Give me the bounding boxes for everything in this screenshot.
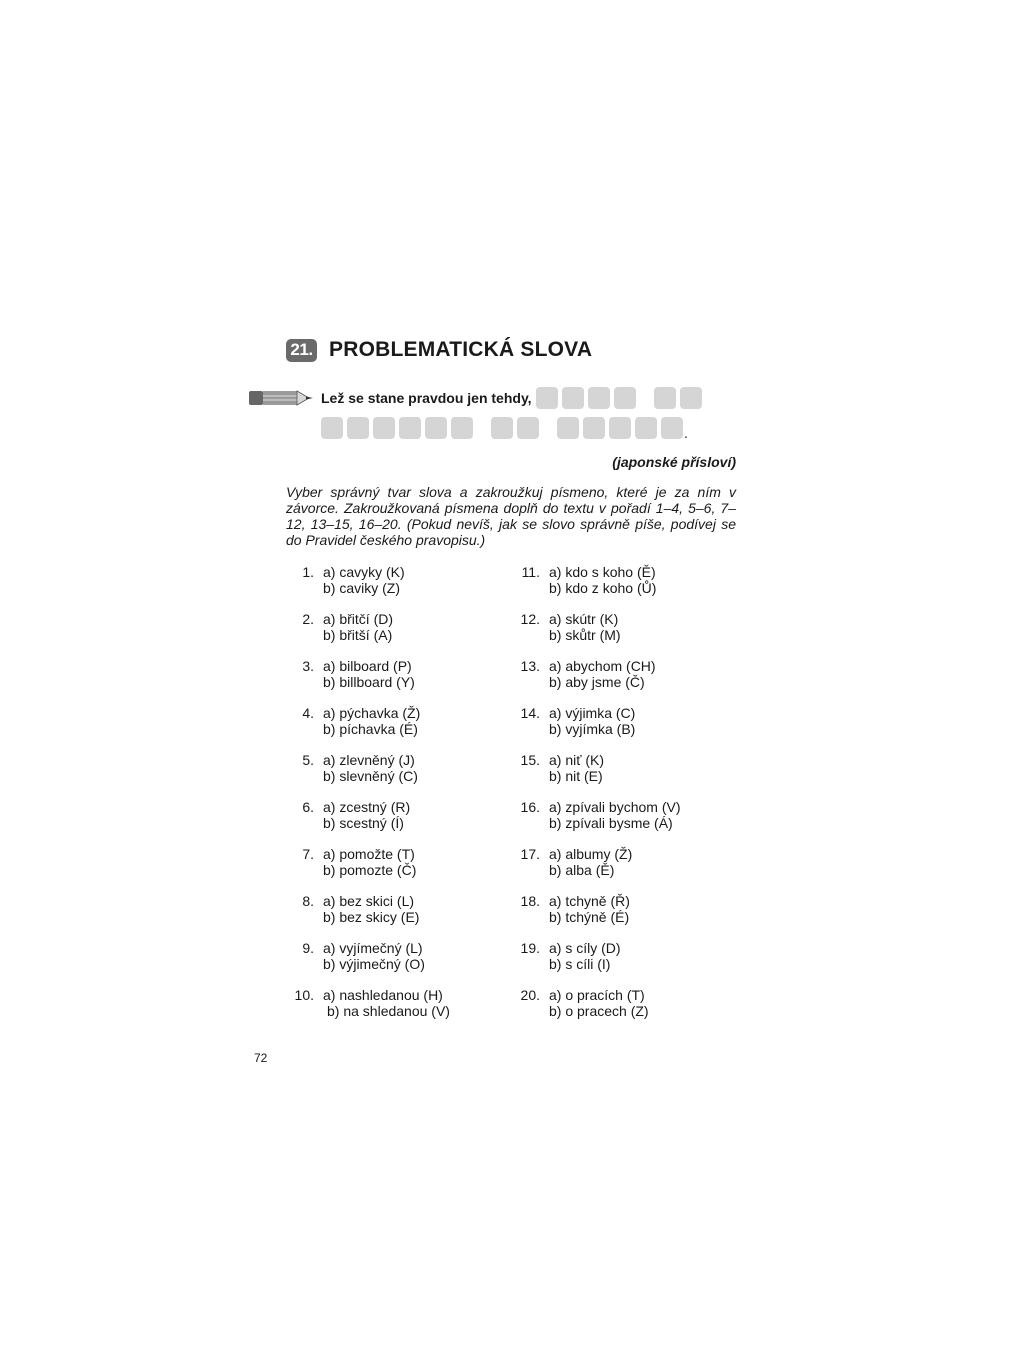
option-b[interactable]: b) břitší (A)	[323, 627, 393, 643]
item-number: 5.	[302, 752, 314, 768]
exercise-item	[284, 752, 450, 799]
letter-box[interactable]	[614, 387, 636, 409]
items-column-left	[284, 564, 450, 1034]
exercise-item	[510, 705, 680, 752]
answer-boxes-line-1	[536, 387, 702, 409]
item-number: 7.	[302, 846, 314, 862]
exercise-title: PROBLEMATICKÁ SLOVA	[329, 338, 593, 361]
option-b[interactable]: b) zpívali bysme (Á)	[549, 815, 673, 831]
letter-box[interactable]	[654, 387, 676, 409]
item-number: 13.	[520, 658, 540, 674]
letter-box[interactable]	[321, 417, 343, 439]
option-b[interactable]: b) caviky (Z)	[323, 580, 400, 596]
letter-box[interactable]	[680, 387, 702, 409]
exercise-instructions: Vyber správný tvar slova a zakroužkuj písmeno, které je za ním v závorce. Zakroužkovaná písmena doplň do textu v pořadí 1–4, 5–6, 7–12, 13–15, 16–20. (Pokud nevíš, jak se slovo správně píše, podívej se do Pravidel českého pravopisu.)	[286, 484, 736, 548]
option-b[interactable]: b) nit (E)	[549, 768, 603, 784]
option-b[interactable]: b) billboard (Y)	[323, 674, 415, 690]
option-b[interactable]: b) bez skicy (E)	[323, 909, 420, 925]
word-gap	[640, 387, 650, 409]
letter-box[interactable]	[399, 417, 421, 439]
item-number: 19.	[520, 940, 540, 956]
option-a[interactable]: a) tchyně (Ř)	[549, 893, 630, 909]
word-gap	[543, 417, 553, 439]
letter-box[interactable]	[661, 417, 683, 439]
letter-box[interactable]	[347, 417, 369, 439]
proverb-line-1	[321, 386, 702, 410]
letter-box[interactable]	[517, 417, 539, 439]
letter-box[interactable]	[583, 417, 605, 439]
option-b[interactable]: b) s cíli (I)	[549, 956, 611, 972]
option-b[interactable]: b) o pracech (Z)	[549, 1003, 649, 1019]
item-number: 4.	[302, 705, 314, 721]
option-a[interactable]: a) břitčí (D)	[323, 611, 393, 627]
exercise-item	[284, 893, 450, 940]
option-a[interactable]: a) zcestný (R)	[323, 799, 411, 815]
option-b[interactable]: b) kdo z koho (Ů)	[549, 580, 657, 596]
option-b[interactable]: b) skůtr (M)	[549, 627, 621, 643]
option-a[interactable]: a) skútr (K)	[549, 611, 619, 627]
option-b[interactable]: b) tchýně (É)	[549, 909, 630, 925]
option-a[interactable]: a) bez skici (L)	[323, 893, 415, 909]
exercise-item	[284, 705, 450, 752]
option-a[interactable]: a) cavyky (K)	[323, 564, 405, 580]
exercise-item	[510, 987, 680, 1034]
proverb-line-2	[321, 416, 688, 440]
option-a[interactable]: a) výjimka (C)	[549, 705, 636, 721]
option-b[interactable]: b) píchavka (É)	[323, 721, 418, 737]
letter-box[interactable]	[536, 387, 558, 409]
exercise-item	[510, 940, 680, 987]
option-a[interactable]: a) abychom (CH)	[549, 658, 656, 674]
exercise-item	[510, 564, 680, 611]
option-b[interactable]: b) pomozte (Č)	[323, 862, 417, 878]
item-number: 18.	[520, 893, 540, 909]
exercise-item	[510, 846, 680, 893]
letter-box[interactable]	[557, 417, 579, 439]
letter-box[interactable]	[491, 417, 513, 439]
letter-box[interactable]	[451, 417, 473, 439]
option-a[interactable]: a) nashledanou (H)	[323, 987, 443, 1003]
exercise-item	[510, 893, 680, 940]
option-a[interactable]: a) s cíly (D)	[549, 940, 621, 956]
option-a[interactable]: a) niť (K)	[549, 752, 605, 768]
exercise-item	[510, 799, 680, 846]
option-a[interactable]: a) zlevněný (J)	[323, 752, 415, 768]
item-number: 2.	[302, 611, 314, 627]
option-a[interactable]: a) o pracích (T)	[549, 987, 645, 1003]
exercise-item	[510, 611, 680, 658]
option-b[interactable]: b) alba (Ě)	[549, 862, 615, 878]
item-number: 16.	[520, 799, 540, 815]
item-number: 11.	[521, 564, 540, 580]
option-a[interactable]: a) pomožte (T)	[323, 846, 415, 862]
option-a[interactable]: a) kdo s koho (Ě)	[549, 564, 656, 580]
item-number: 1.	[302, 564, 314, 580]
exercise-item	[510, 752, 680, 799]
item-number: 6.	[302, 799, 314, 815]
item-number: 12.	[520, 611, 540, 627]
option-b[interactable]: b) slevněný (C)	[323, 768, 418, 784]
exercise-item	[284, 564, 450, 611]
pencil-icon	[248, 389, 314, 407]
letter-box[interactable]	[373, 417, 395, 439]
option-b[interactable]: b) aby jsme (Č)	[549, 674, 645, 690]
option-b[interactable]: b) scestný (Í)	[323, 815, 404, 831]
item-number: 8.	[302, 893, 314, 909]
item-number: 9.	[302, 940, 314, 956]
option-a[interactable]: a) pýchavka (Ž)	[323, 705, 421, 721]
page-number: 72	[254, 1051, 268, 1065]
exercise-item	[284, 611, 450, 658]
item-number: 17.	[520, 846, 540, 862]
option-b[interactable]: b) výjimečný (O)	[323, 956, 425, 972]
option-a[interactable]: a) albumy (Ž)	[549, 846, 633, 862]
option-a[interactable]: a) bilboard (P)	[323, 658, 412, 674]
item-number: 15.	[520, 752, 540, 768]
item-number: 14.	[520, 705, 540, 721]
letter-box[interactable]	[425, 417, 447, 439]
item-number: 20.	[520, 987, 540, 1003]
items-column-right	[510, 564, 680, 1034]
letter-box[interactable]	[609, 417, 631, 439]
exercise-item	[284, 846, 450, 893]
option-b[interactable]: b) vyjímka (B)	[549, 721, 636, 737]
exercise-item	[284, 658, 450, 705]
exercise-number-badge: 21.	[286, 339, 317, 362]
exercise-item	[510, 658, 680, 705]
exercise-item	[284, 799, 450, 846]
proverb-source: (japonské přísloví)	[612, 454, 736, 470]
proverb-end-punctuation: .	[684, 425, 688, 441]
proverb-lead-text: Lež se stane pravdou jen tehdy,	[321, 390, 532, 406]
item-number: 3.	[302, 658, 314, 674]
exercise-item	[284, 940, 450, 987]
word-gap	[477, 417, 487, 439]
exercise-header	[286, 337, 592, 363]
exercise-item	[284, 987, 450, 1034]
option-a[interactable]: a) vyjímečný (L)	[323, 940, 423, 956]
option-b[interactable]: b) na shledanou (V)	[327, 1003, 450, 1019]
letter-box[interactable]	[562, 387, 584, 409]
letter-box[interactable]	[635, 417, 657, 439]
item-number: 10.	[294, 987, 314, 1003]
option-a[interactable]: a) zpívali bychom (V)	[549, 799, 681, 815]
letter-box[interactable]	[588, 387, 610, 409]
answer-boxes-line-2	[321, 417, 683, 439]
